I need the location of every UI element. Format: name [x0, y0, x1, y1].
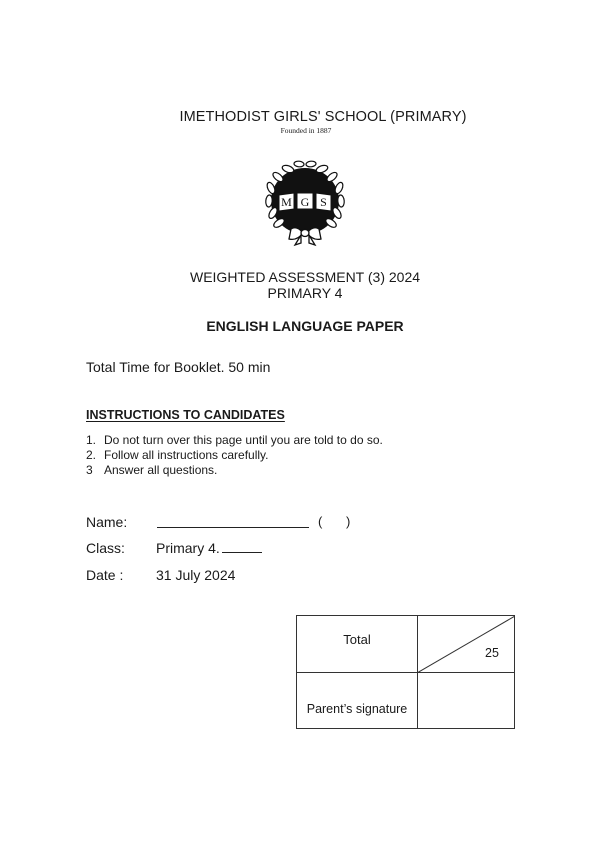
total-label: Total — [343, 632, 371, 647]
total-max-score: 25 — [485, 646, 499, 660]
level-title: PRIMARY 4 — [267, 285, 343, 301]
name-field[interactable] — [157, 527, 309, 528]
class-label: Class: — [86, 540, 125, 556]
svg-text:S: S — [320, 195, 327, 209]
instruction-number: 2. — [86, 448, 97, 462]
total-time: Total Time for Booklet. 50 min — [86, 359, 271, 375]
parent-signature-label: Parent’s signature — [306, 702, 408, 716]
instruction-text: Follow all instructions carefully. — [104, 448, 269, 462]
name-label: Name: — [86, 514, 128, 530]
instruction-number: 1. — [86, 433, 97, 447]
parent-signature-field[interactable] — [418, 673, 514, 728]
date-label: Date : — [86, 567, 124, 583]
date-value: 31 July 2024 — [156, 567, 236, 583]
index-number-field[interactable] — [324, 514, 344, 530]
instructions-heading: INSTRUCTIONS TO CANDIDATES — [86, 408, 285, 422]
paper-title: ENGLISH LANGUAGE PAPER — [206, 318, 404, 334]
index-paren-close: ) — [346, 514, 351, 529]
class-value — [156, 540, 262, 556]
score-table — [296, 615, 515, 729]
instruction-item — [86, 463, 383, 478]
instruction-item — [86, 448, 383, 463]
instruction-text: Answer all questions. — [104, 463, 218, 477]
svg-text:G: G — [300, 195, 310, 209]
instruction-text: Do not turn over this page until you are told to do so. — [104, 433, 383, 447]
class-field[interactable] — [222, 540, 262, 553]
class-prefix: Primary 4. — [156, 540, 220, 556]
svg-text:M: M — [281, 195, 292, 209]
index-paren-open: ( — [318, 514, 323, 529]
instructions-list — [86, 433, 383, 478]
instruction-number: 3 — [86, 463, 93, 477]
school-name: IMETHODIST GIRLS' SCHOOL (PRIMARY) — [179, 109, 467, 125]
assessment-title: WEIGHTED ASSESSMENT (3) 2024 — [189, 269, 421, 285]
founded-year: Founded in 1887 — [280, 126, 332, 135]
instruction-item — [86, 433, 383, 448]
school-crest-icon — [257, 155, 353, 247]
score-diagonal-line — [417, 616, 515, 673]
